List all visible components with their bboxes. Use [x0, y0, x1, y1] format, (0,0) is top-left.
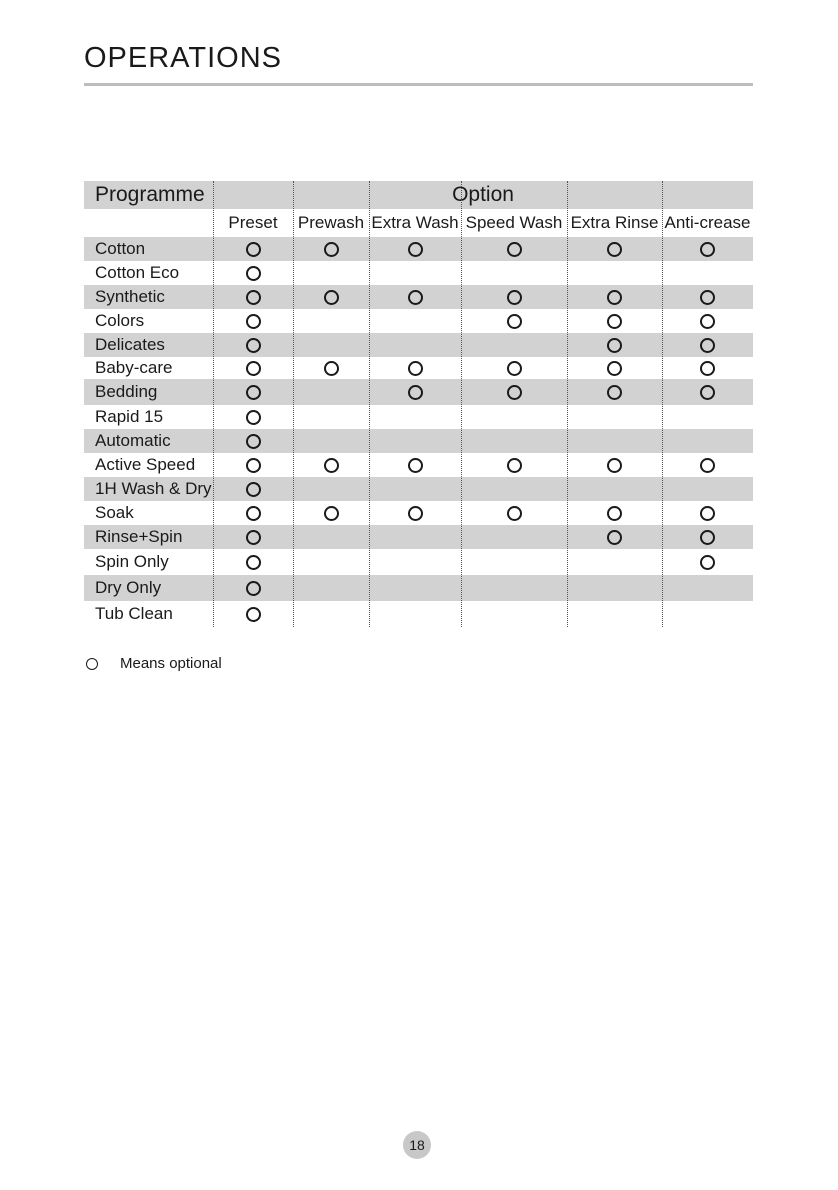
option-cell-prewash	[293, 453, 369, 477]
option-cell-extra-rinse	[567, 601, 662, 627]
circle-icon	[507, 242, 522, 257]
circle-icon	[246, 314, 261, 329]
option-cell-speed-wash	[461, 477, 567, 501]
option-cell-speed-wash	[461, 379, 567, 405]
option-cell-preset	[213, 261, 293, 285]
programme-name: Tub Clean	[95, 604, 173, 623]
column-divider	[567, 181, 568, 627]
option-cell-anti-crease	[662, 333, 753, 357]
circle-icon	[507, 458, 522, 473]
option-cell-prewash	[293, 549, 369, 575]
option-cell-extra-wash	[369, 261, 461, 285]
option-cell-prewash	[293, 575, 369, 601]
programme-name: Cotton Eco	[95, 263, 180, 282]
programme-name: Colors	[95, 311, 145, 330]
programme-name: Rapid 15	[95, 407, 164, 426]
circle-icon	[246, 506, 261, 521]
option-cell-speed-wash	[461, 601, 567, 627]
column-header-preset: Preset	[228, 213, 278, 232]
table-body	[84, 237, 753, 627]
option-cell-prewash	[293, 429, 369, 453]
programme-name: Synthetic	[95, 287, 165, 306]
table-row	[84, 477, 753, 501]
option-cell-preset	[213, 525, 293, 549]
circle-icon	[700, 242, 715, 257]
circle-icon	[86, 658, 98, 670]
option-cell-prewash	[293, 285, 369, 309]
option-cell-anti-crease	[662, 357, 753, 379]
header-option: Option	[213, 181, 753, 209]
circle-icon	[246, 607, 261, 622]
circle-icon	[700, 290, 715, 305]
circle-icon	[700, 555, 715, 570]
header-programme: Programme	[84, 181, 213, 209]
circle-icon	[408, 458, 423, 473]
option-cell-extra-wash	[369, 429, 461, 453]
title-rule	[84, 83, 753, 86]
option-cell-preset	[213, 601, 293, 627]
option-cell-prewash	[293, 333, 369, 357]
option-cell-extra-wash	[369, 501, 461, 525]
circle-icon	[324, 242, 339, 257]
column-header-prewash: Prewash	[297, 213, 365, 232]
circle-icon	[700, 506, 715, 521]
programme-name: Spin Only	[95, 552, 169, 571]
option-cell-extra-rinse	[567, 357, 662, 379]
circle-icon	[607, 314, 622, 329]
circle-icon	[607, 458, 622, 473]
column-divider	[369, 181, 370, 627]
circle-icon	[246, 385, 261, 400]
circle-icon	[507, 506, 522, 521]
option-cell-speed-wash	[461, 429, 567, 453]
circle-icon	[246, 530, 261, 545]
option-cell-extra-wash	[369, 525, 461, 549]
option-cell-speed-wash	[461, 309, 567, 333]
table-row	[84, 285, 753, 309]
circle-icon	[246, 410, 261, 425]
circle-icon	[246, 242, 261, 257]
circle-icon	[607, 361, 622, 376]
option-cell-prewash	[293, 379, 369, 405]
programme-name: Dry Only	[95, 578, 162, 597]
circle-icon	[408, 290, 423, 305]
option-cell-preset	[213, 285, 293, 309]
option-cell-anti-crease	[662, 309, 753, 333]
circle-icon	[324, 290, 339, 305]
option-cell-preset	[213, 477, 293, 501]
column-header-anti-crease: Anti-crease	[664, 213, 751, 232]
circle-icon	[324, 458, 339, 473]
circle-icon	[607, 242, 622, 257]
circle-icon	[246, 290, 261, 305]
circle-icon	[700, 338, 715, 353]
circle-icon	[246, 266, 261, 281]
option-cell-prewash	[293, 601, 369, 627]
option-cell-extra-wash	[369, 379, 461, 405]
option-cell-extra-wash	[369, 405, 461, 429]
legend-text: Means optional	[120, 655, 222, 672]
circle-icon	[246, 555, 261, 570]
option-cell-anti-crease	[662, 261, 753, 285]
circle-icon	[246, 361, 261, 376]
option-cell-anti-crease	[662, 525, 753, 549]
page-title: OPERATIONS	[84, 42, 282, 74]
option-cell-extra-rinse	[567, 405, 662, 429]
circle-icon	[246, 338, 261, 353]
option-cell-speed-wash	[461, 501, 567, 525]
circle-icon	[700, 458, 715, 473]
option-cell-preset	[213, 405, 293, 429]
table-header-row	[84, 181, 753, 209]
circle-icon	[607, 506, 622, 521]
column-divider	[293, 181, 294, 627]
option-cell-anti-crease	[662, 429, 753, 453]
programme-name: Soak	[95, 503, 134, 522]
circle-icon	[607, 530, 622, 545]
option-cell-prewash	[293, 357, 369, 379]
circle-icon	[700, 361, 715, 376]
column-header-extra-rinse: Extra Rinse	[570, 213, 659, 232]
table-row	[84, 237, 753, 261]
circle-icon	[507, 361, 522, 376]
option-cell-preset	[213, 429, 293, 453]
option-cell-speed-wash	[461, 237, 567, 261]
option-cell-preset	[213, 575, 293, 601]
option-cell-prewash	[293, 405, 369, 429]
programme-name: Automatic	[95, 431, 171, 450]
column-divider	[213, 181, 214, 627]
option-cell-anti-crease	[662, 405, 753, 429]
option-cell-anti-crease	[662, 575, 753, 601]
option-cell-prewash	[293, 477, 369, 501]
option-cell-extra-rinse	[567, 453, 662, 477]
option-cell-speed-wash	[461, 261, 567, 285]
option-cell-extra-wash	[369, 285, 461, 309]
option-cell-extra-rinse	[567, 379, 662, 405]
table-row	[84, 501, 753, 525]
option-cell-prewash	[293, 309, 369, 333]
option-cell-extra-rinse	[567, 501, 662, 525]
circle-icon	[408, 361, 423, 376]
table-row	[84, 357, 753, 379]
column-divider	[461, 181, 462, 627]
options-table	[84, 181, 753, 627]
option-cell-prewash	[293, 501, 369, 525]
column-header-extra-wash: Extra Wash	[371, 213, 459, 232]
table-row	[84, 429, 753, 453]
circle-icon	[607, 290, 622, 305]
option-cell-speed-wash	[461, 333, 567, 357]
option-cell-extra-wash	[369, 575, 461, 601]
circle-icon	[700, 314, 715, 329]
programme-name: 1H Wash & Dry	[95, 479, 212, 498]
option-cell-extra-rinse	[567, 237, 662, 261]
option-cell-extra-rinse	[567, 429, 662, 453]
option-cell-extra-rinse	[567, 333, 662, 357]
option-cell-preset	[213, 453, 293, 477]
circle-icon	[700, 530, 715, 545]
programme-name: Baby-care	[95, 358, 173, 377]
page-number: 18	[403, 1131, 431, 1159]
column-header-speed-wash: Speed Wash	[465, 213, 563, 232]
circle-icon	[408, 242, 423, 257]
option-cell-prewash	[293, 261, 369, 285]
option-cell-anti-crease	[662, 237, 753, 261]
table-row	[84, 309, 753, 333]
circle-icon	[408, 385, 423, 400]
circle-icon	[507, 385, 522, 400]
option-cell-anti-crease	[662, 285, 753, 309]
option-cell-extra-wash	[369, 309, 461, 333]
option-cell-anti-crease	[662, 477, 753, 501]
circle-icon	[507, 314, 522, 329]
circle-icon	[607, 385, 622, 400]
option-cell-speed-wash	[461, 453, 567, 477]
option-cell-extra-wash	[369, 549, 461, 575]
circle-icon	[507, 290, 522, 305]
table-row	[84, 261, 753, 285]
option-cell-prewash	[293, 525, 369, 549]
option-cell-anti-crease	[662, 379, 753, 405]
option-cell-preset	[213, 379, 293, 405]
circle-icon	[246, 482, 261, 497]
option-cell-anti-crease	[662, 453, 753, 477]
table-row	[84, 453, 753, 477]
column-divider	[662, 181, 663, 627]
option-cell-speed-wash	[461, 285, 567, 309]
table-row	[84, 379, 753, 405]
table-row	[84, 405, 753, 429]
option-cell-preset	[213, 357, 293, 379]
option-cell-extra-rinse	[567, 477, 662, 501]
table-row	[84, 549, 753, 575]
option-cell-prewash	[293, 237, 369, 261]
option-cell-extra-rinse	[567, 309, 662, 333]
option-cell-speed-wash	[461, 525, 567, 549]
option-cell-preset	[213, 549, 293, 575]
table-row	[84, 525, 753, 549]
programme-name: Cotton	[95, 239, 146, 258]
option-cell-extra-rinse	[567, 261, 662, 285]
programme-name: Rinse+Spin	[95, 527, 183, 546]
option-cell-extra-wash	[369, 453, 461, 477]
circle-icon	[324, 361, 339, 376]
option-columns-row	[84, 209, 753, 237]
option-cell-preset	[213, 333, 293, 357]
option-cell-extra-rinse	[567, 525, 662, 549]
option-cell-preset	[213, 237, 293, 261]
option-cell-anti-crease	[662, 601, 753, 627]
circle-icon	[246, 581, 261, 596]
option-cell-extra-wash	[369, 237, 461, 261]
option-cell-extra-wash	[369, 357, 461, 379]
circle-icon	[700, 385, 715, 400]
table-row	[84, 333, 753, 357]
option-cell-extra-wash	[369, 601, 461, 627]
programme-name: Active Speed	[95, 455, 196, 474]
option-cell-extra-rinse	[567, 549, 662, 575]
circle-icon	[408, 506, 423, 521]
option-cell-extra-rinse	[567, 285, 662, 309]
option-cell-speed-wash	[461, 405, 567, 429]
option-cell-speed-wash	[461, 357, 567, 379]
option-cell-extra-rinse	[567, 575, 662, 601]
option-cell-anti-crease	[662, 501, 753, 525]
legend	[86, 655, 222, 672]
option-cell-extra-wash	[369, 333, 461, 357]
programme-name: Bedding	[95, 382, 158, 401]
option-cell-preset	[213, 501, 293, 525]
option-cell-speed-wash	[461, 549, 567, 575]
option-cell-preset	[213, 309, 293, 333]
circle-icon	[246, 434, 261, 449]
option-cell-speed-wash	[461, 575, 567, 601]
circle-icon	[324, 506, 339, 521]
programme-name: Delicates	[95, 335, 165, 354]
table-row	[84, 601, 753, 627]
option-cell-extra-wash	[369, 477, 461, 501]
table-row	[84, 575, 753, 601]
option-cell-anti-crease	[662, 549, 753, 575]
circle-icon	[607, 338, 622, 353]
circle-icon	[246, 458, 261, 473]
